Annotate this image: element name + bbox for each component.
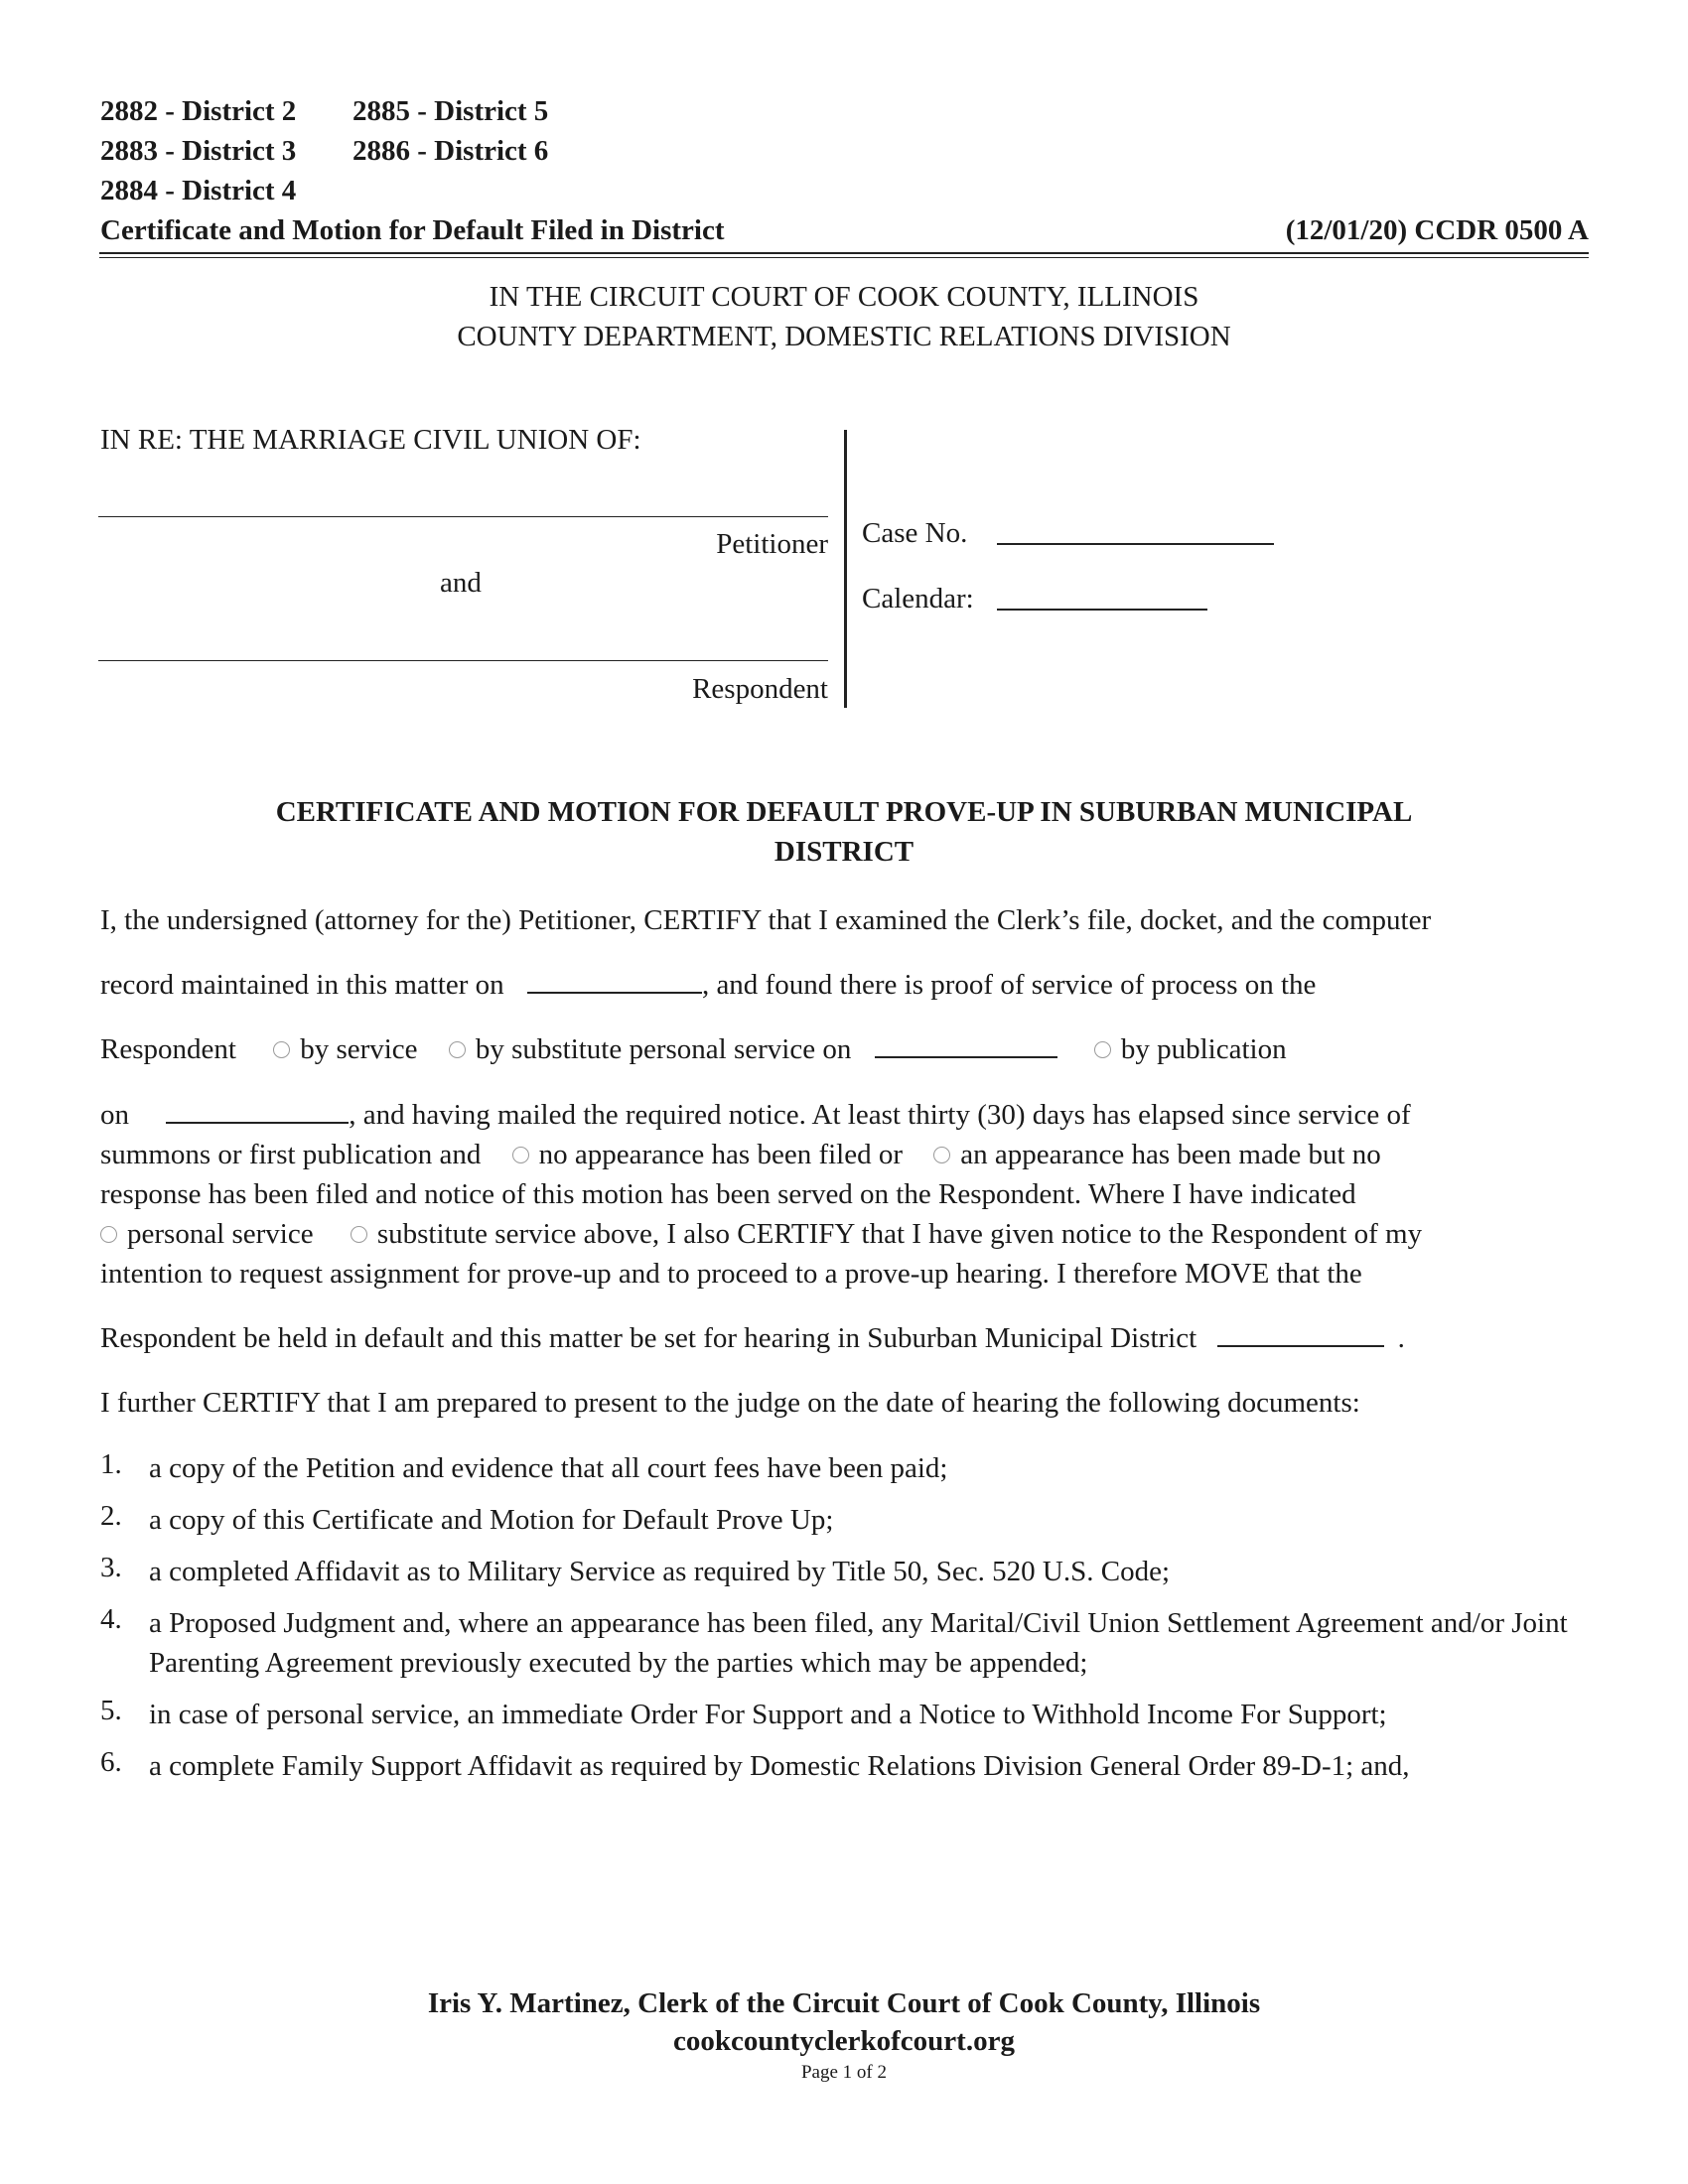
clerk-website: cookcountyclerkofcourt.org [673,2025,1015,2057]
district-code-2884: 2884 - District 4 [100,175,297,206]
response-line: response has been filed and notice of this motion has been served on the Respondent. Where I have indicated [100,1178,1356,1210]
summons-text: summons or first publication and [100,1139,482,1170]
personal-service-line [100,1214,1422,1254]
proof-of-service-text: , and found there is proof of service of process on the [701,969,1317,1001]
record-label: record maintained in this matter on [100,969,504,1001]
appearance-made-radio[interactable] [933,1147,950,1163]
appearance-line [100,1135,1381,1174]
by-publication-label: by publication [1120,1033,1287,1065]
no-appearance-label: no appearance has been filed or [538,1139,903,1170]
notice-text: , and having mailed the required notice. At least thirty (30) days has elapsed since service of [349,1099,1411,1131]
notice-date-field[interactable] [166,1100,349,1124]
documents-intro: I further CERTIFY that I am prepared to present to the judge on the date of hearing the following documents: [100,1387,1360,1419]
by-service-radio[interactable] [273,1041,290,1058]
by-service-label: by service [300,1033,418,1065]
district-code-2883: 2883 - District 3 [100,135,297,167]
in-re-label: IN RE: THE MARRIAGE CIVIL UNION OF: [100,424,641,456]
list-item-number: 2. [100,1500,122,1532]
substitute-service-radio[interactable] [351,1226,367,1243]
by-substitute-radio[interactable] [449,1041,466,1058]
petitioner-name-line[interactable] [98,516,828,517]
list-item-number: 4. [100,1603,122,1635]
on-label: on [100,1099,129,1131]
respondent-text: Respondent [100,1033,236,1065]
form-title: Certificate and Motion for Default Filed in District [100,214,725,246]
default-period: . [1397,1322,1405,1354]
by-substitute-label: by substitute personal service on [475,1033,852,1065]
notice-line [100,1095,1411,1135]
list-item-number: 1. [100,1448,122,1480]
list-item-number: 6. [100,1746,122,1778]
list-item: a copy of the Petition and evidence that all court fees have been paid; [149,1452,948,1484]
calendar-label: Calendar: [862,583,974,614]
motion-title-line2: DISTRICT [774,836,914,868]
certify-paragraph-line2 [100,965,1316,1005]
court-name: IN THE CIRCUIT COURT OF COOK COUNTY, ILLINOIS [489,281,1199,313]
personal-service-radio[interactable] [100,1226,117,1243]
service-options-line [100,1029,1287,1069]
page-number: Page 1 of 2 [800,2062,887,2083]
by-publication-radio[interactable] [1094,1041,1111,1058]
list-item: in case of personal service, an immediate Order For Support and a Notice to Withhold Income For Support; [149,1699,1387,1730]
motion-title-line1: CERTIFICATE AND MOTION FOR DEFAULT PROVE-UP IN SUBURBAN MUNICIPAL [275,796,1413,828]
clerk-name: Iris Y. Martinez, Clerk of the Circuit Court of Cook County, Illinois [427,1987,1261,2019]
district-code-2882: 2882 - District 2 [100,95,297,127]
substitute-service-label: substitute service above, I also CERTIFY that I have given notice to the Respondent of my [376,1218,1423,1250]
list-item: a completed Affidavit as to Military Service as required by Title 50, Sec. 520 U.S. Code; [149,1556,1170,1587]
substitute-service-date-field[interactable] [875,1034,1057,1058]
list-item-number: 3. [100,1552,122,1583]
case-no-field[interactable] [997,543,1274,545]
list-item: a copy of this Certificate and Motion for Default Prove Up; [149,1504,834,1536]
case-no-label: Case No. [862,517,968,549]
header-rule-top [99,252,1589,254]
and-label: and [440,567,482,599]
list-item-number: 5. [100,1695,122,1726]
default-motion-line [100,1318,1405,1358]
district-code-2885: 2885 - District 5 [352,95,549,127]
list-item: a Proposed Judgment and, where an appearance has been filed, any Marital/Civil Union Settlement Agreement and/or Joint Parenting Agreement previously executed by the parties which may be appended; [149,1607,1568,1679]
default-text: Respondent be held in default and this matter be set for hearing in Suburban Municipal District [100,1322,1197,1354]
court-division: COUNTY DEPARTMENT, DOMESTIC RELATIONS DIVISION [457,321,1231,352]
calendar-field[interactable] [997,609,1207,611]
appearance-made-label: an appearance has been made but no [960,1139,1381,1170]
form-code: (12/01/20) CCDR 0500 A [1285,214,1589,246]
petitioner-label: Petitioner [716,528,828,560]
respondent-label: Respondent [692,673,828,705]
header-rule-bottom [99,257,1589,258]
caption-divider [844,430,847,708]
examined-date-field[interactable] [527,970,702,994]
list-item: a complete Family Support Affidavit as required by Domestic Relations Division General Order 89-D-1; and, [149,1750,1410,1782]
district-number-field[interactable] [1217,1323,1384,1347]
personal-service-label: personal service [127,1218,314,1250]
no-appearance-radio[interactable] [512,1147,529,1163]
district-code-2886: 2886 - District 6 [352,135,549,167]
intention-line: intention to request assignment for prove-up and to proceed to a prove-up hearing. I therefore MOVE that the [100,1258,1362,1290]
certify-paragraph-line1: I, the undersigned (attorney for the) Petitioner, CERTIFY that I examined the Clerk’s file, docket, and the computer [100,904,1432,936]
respondent-name-line[interactable] [98,660,828,661]
